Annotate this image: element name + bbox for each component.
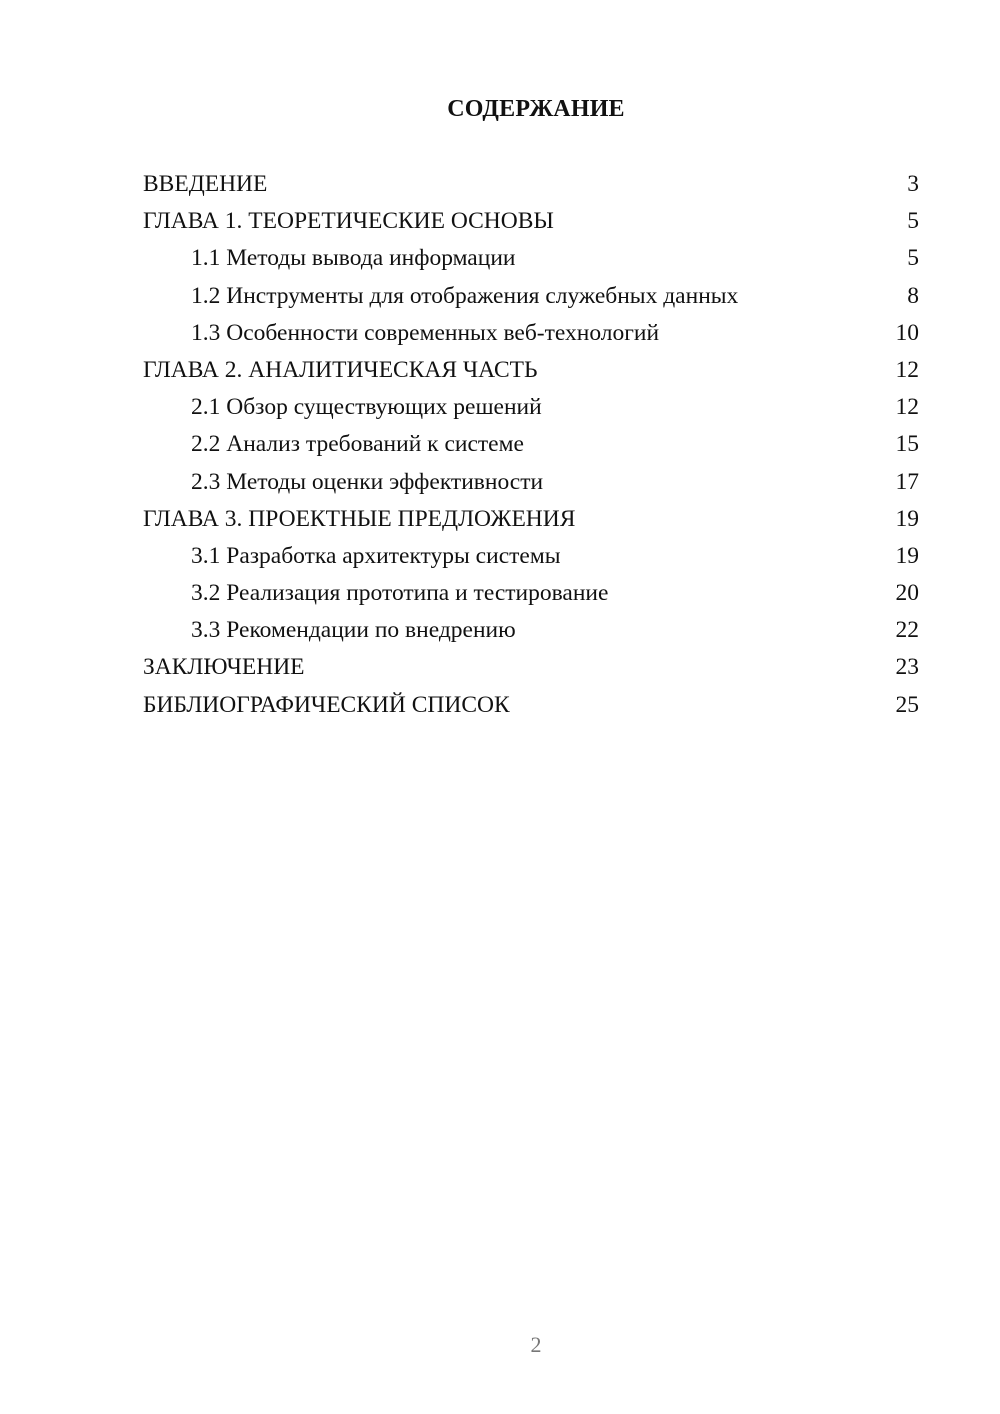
toc-entry-section-3-2[interactable]: [143, 575, 919, 612]
toc-entry-section-2-2[interactable]: [143, 426, 919, 463]
toc-entry-section-3-3[interactable]: [143, 612, 919, 649]
toc-entry-page: 5: [907, 208, 919, 235]
toc-entry-section-1-3[interactable]: [143, 315, 919, 352]
toc-entry-page: 19: [895, 505, 919, 532]
toc-entry-page: 20: [895, 580, 919, 607]
toc-entry-section-1-2[interactable]: [143, 278, 919, 315]
toc-entry-page: 3: [907, 171, 919, 197]
toc-entry-label: ГЛАВА 3. ПРОЕКТНЫЕ ПРЕДЛОЖЕНИЯ: [143, 505, 576, 532]
page-title: СОДЕРЖАНИЕ: [447, 96, 625, 122]
toc-entry-label: ЗАКЛЮЧЕНИЕ: [143, 654, 305, 681]
toc-entry-page: 17: [895, 468, 919, 495]
toc-entry-page: 10: [895, 319, 919, 346]
toc-entry-section-1-1[interactable]: [143, 240, 919, 277]
toc-entry-page: 12: [895, 356, 919, 383]
toc-entry-label: 2.2 Анализ требований к системе: [191, 431, 524, 458]
table-of-contents: [143, 166, 919, 724]
toc-entry-label: 1.3 Особенности современных веб-технологий: [191, 319, 660, 346]
toc-entry-section-2-3[interactable]: [143, 464, 919, 501]
toc-entry-page: 23: [895, 654, 919, 681]
toc-entry-label: 1.2 Инструменты для отображения служебных данных: [191, 282, 739, 309]
toc-entry-page: 12: [895, 394, 919, 421]
toc-entry-bibliography[interactable]: [143, 687, 919, 724]
toc-entry-label: БИБЛИОГРАФИЧЕСКИЙ СПИСОК: [143, 691, 510, 718]
toc-entry-page: 8: [907, 282, 919, 309]
toc-entry-introduction[interactable]: [143, 166, 919, 203]
toc-entry-chapter-1[interactable]: [143, 203, 919, 240]
toc-entry-conclusion[interactable]: [143, 649, 919, 686]
toc-entry-page: 25: [895, 691, 919, 718]
toc-entry-section-2-1[interactable]: [143, 389, 919, 426]
page-number: 2: [530, 1332, 542, 1357]
toc-entry-page: 22: [895, 617, 919, 644]
toc-entry-chapter-2[interactable]: [143, 352, 919, 389]
toc-entry-label: 3.1 Разработка архитектуры системы: [191, 542, 561, 569]
toc-entry-label: ГЛАВА 2. АНАЛИТИЧЕСКАЯ ЧАСТЬ: [143, 356, 538, 383]
toc-entry-label: ГЛАВА 1. ТЕОРЕТИЧЕСКИЕ ОСНОВЫ: [143, 208, 554, 235]
toc-entry-label: 3.3 Рекомендации по внедрению: [191, 617, 516, 644]
toc-entry-label: 2.1 Обзор существующих решений: [191, 394, 542, 421]
toc-entry-label: 3.2 Реализация прототипа и тестирование: [191, 580, 609, 607]
toc-entry-page: 15: [895, 431, 919, 458]
toc-entry-chapter-3[interactable]: [143, 501, 919, 538]
toc-entry-label: ВВЕДЕНИЕ: [143, 171, 268, 197]
toc-entry-page: 19: [895, 542, 919, 569]
toc-entry-section-3-1[interactable]: [143, 538, 919, 575]
toc-entry-page: 5: [907, 245, 919, 272]
toc-entry-label: 1.1 Методы вывода информации: [191, 245, 516, 272]
toc-entry-label: 2.3 Методы оценки эффективности: [191, 468, 544, 495]
